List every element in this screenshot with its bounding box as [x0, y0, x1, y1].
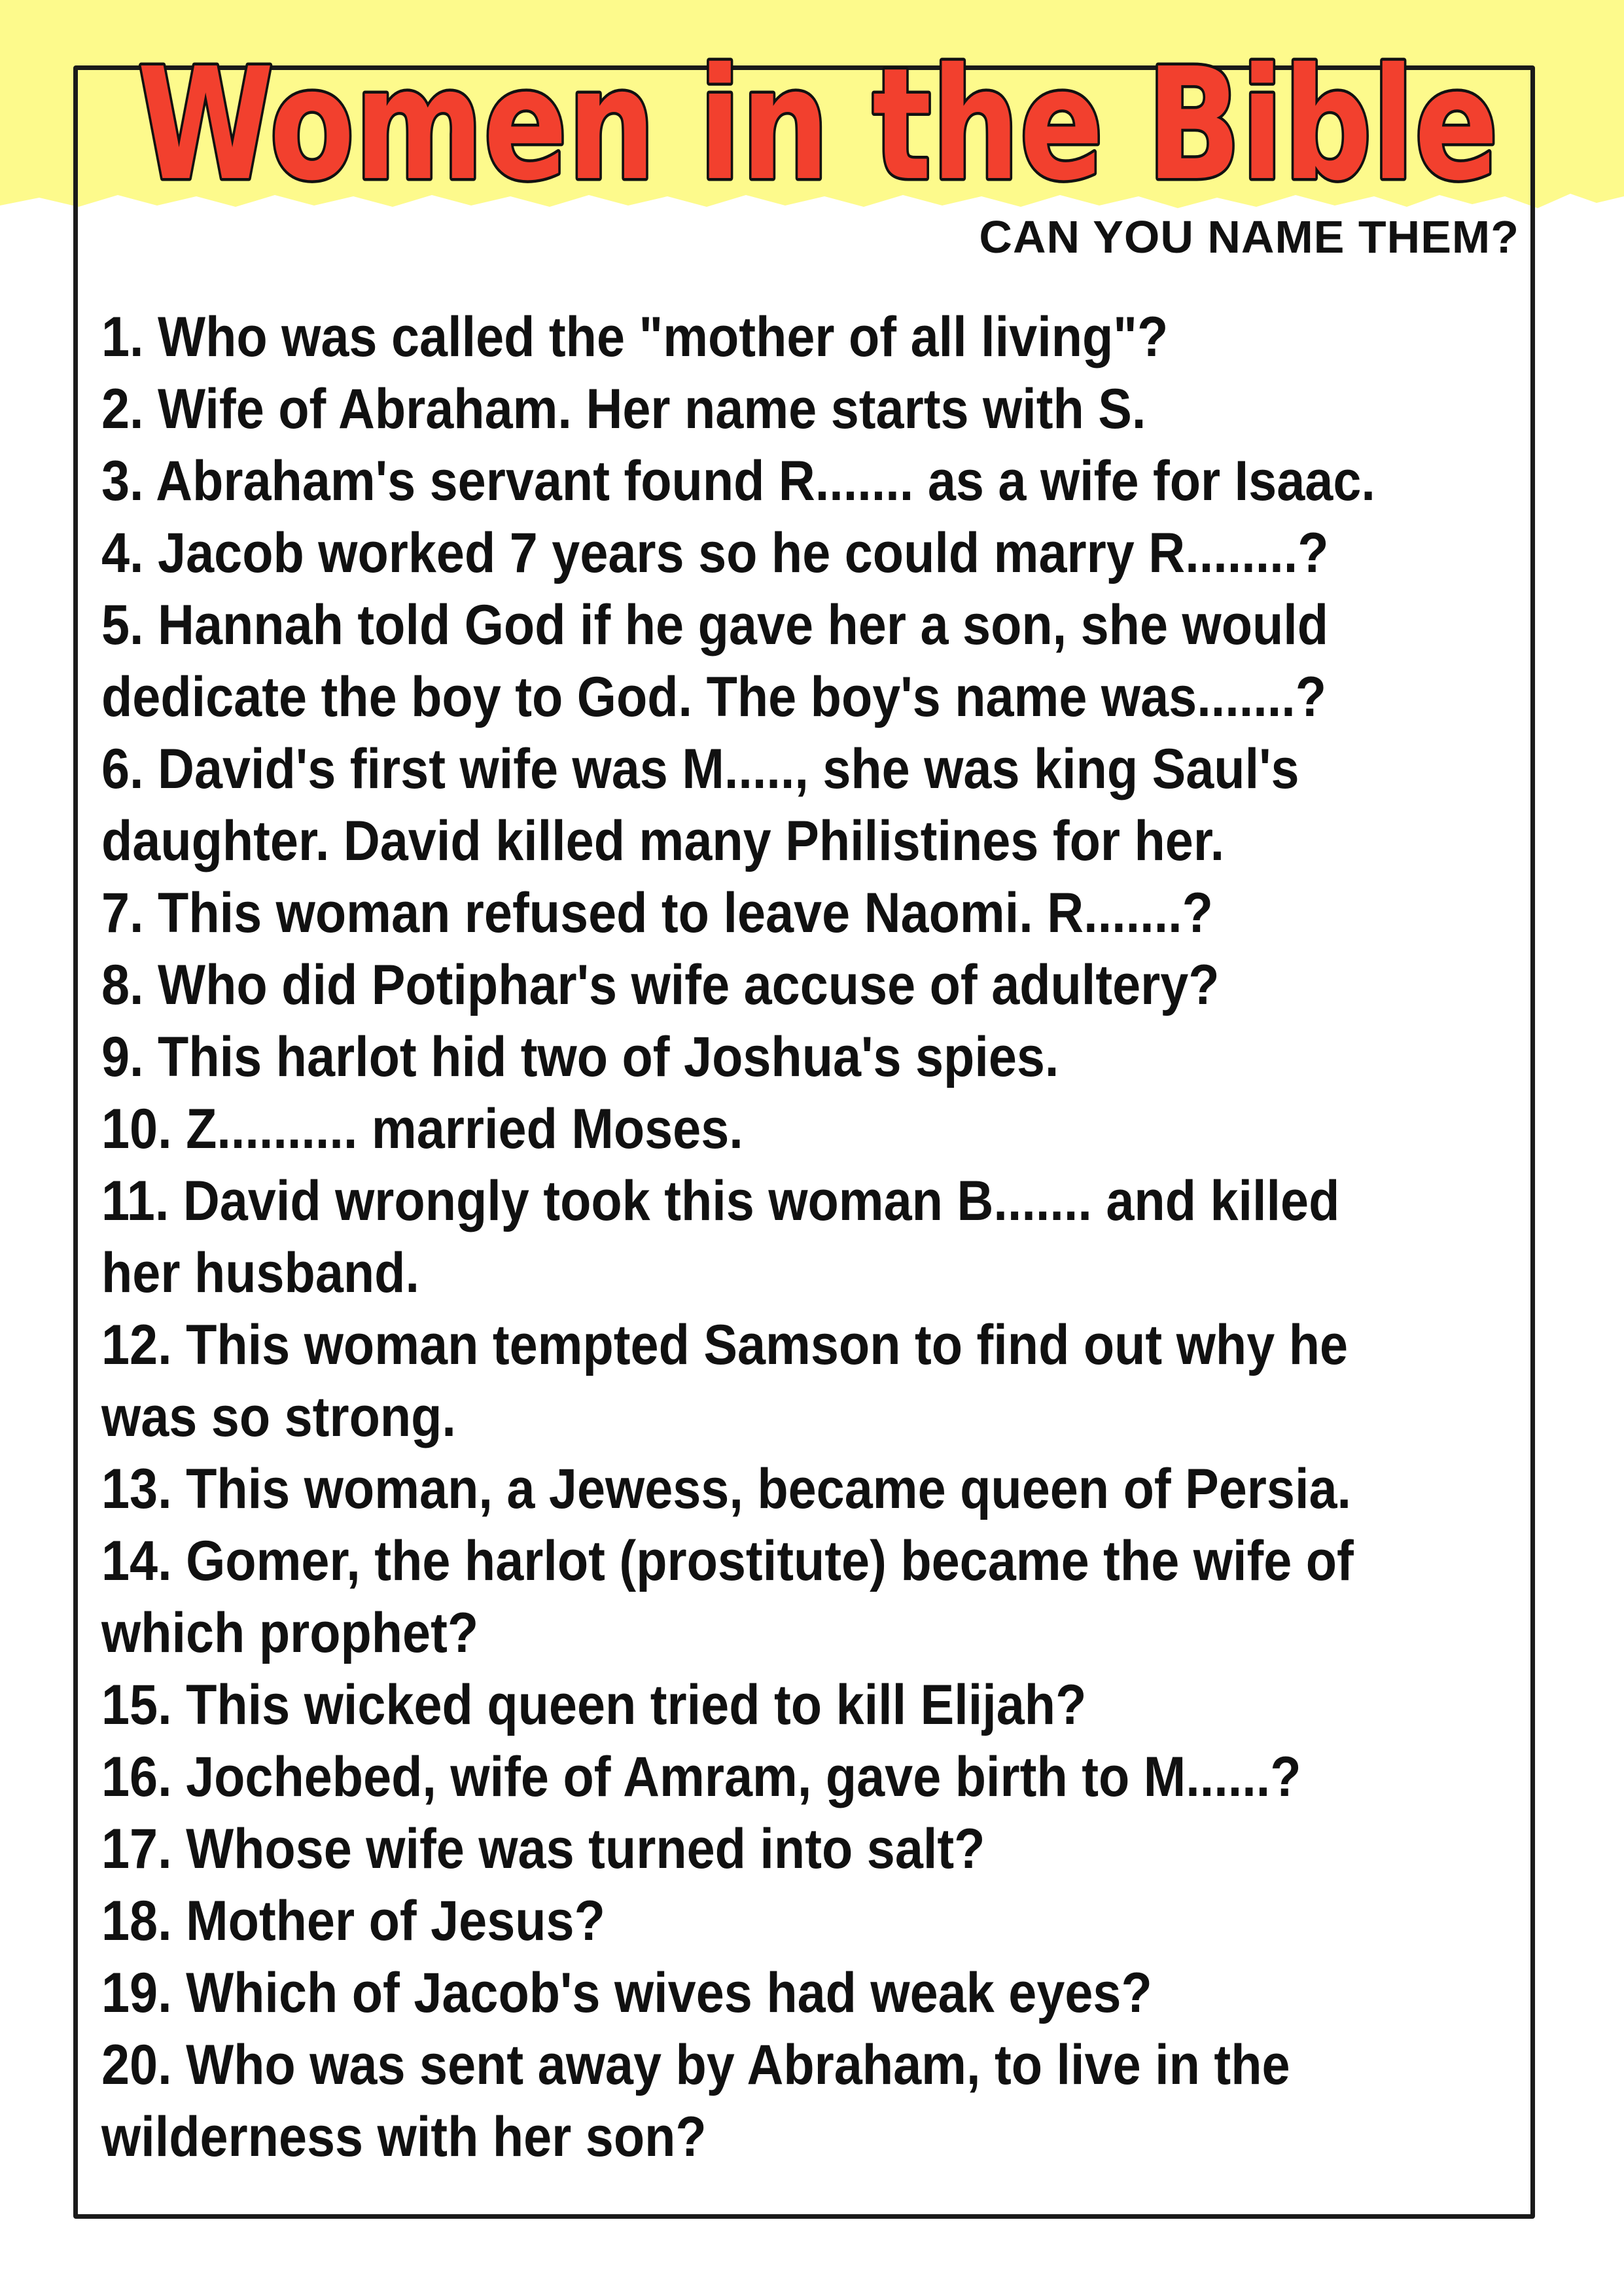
question-item: 10. Z.......... married Moses.	[101, 1098, 743, 1160]
question-item: 1. Who was called the "mother of all living"?	[101, 306, 1169, 368]
page-subtitle: CAN YOU NAME THEM?	[979, 211, 1519, 262]
question-item: 12. This woman tempted Samson to find out why he was so strong.	[101, 1314, 1349, 1448]
question-item: 5. Hannah told God if he gave her a son, she would dedicate the boy to God. The boy's name was.......?	[101, 594, 1329, 728]
question-item: 3. Abraham's servant found R....... as a wife for Isaac.	[101, 450, 1375, 512]
question-item: 13. This woman, a Jewess, became queen of Persia.	[101, 1458, 1352, 1520]
question-item: 11. David wrongly took this woman B....... and killed her husband.	[101, 1170, 1340, 1304]
title-banner	[92, 26, 1544, 223]
question-item: 19. Which of Jacob's wives had weak eyes?	[101, 1962, 1152, 2024]
question-item: 9. This harlot hid two of Joshua's spies.	[101, 1026, 1059, 1088]
page-title: Women in the Bible	[137, 35, 1498, 215]
question-item: 7. This woman refused to leave Naomi. R.......?	[101, 882, 1213, 944]
question-item: 2. Wife of Abraham. Her name starts with S.	[101, 378, 1146, 440]
question-item: 18. Mother of Jesus?	[101, 1890, 605, 1952]
question-item: 6. David's first wife was M....., she was king Saul's daughter. David killed many Philistines for her.	[101, 738, 1299, 872]
question-item: 17. Whose wife was turned into salt?	[101, 1818, 985, 1880]
title-graphic	[92, 26, 1544, 223]
question-item: 16. Jochebed, wife of Amram, gave birth to M......?	[101, 1746, 1301, 1808]
question-item: 14. Gomer, the harlot (prostitute) became the wife of which prophet?	[101, 1530, 1354, 1664]
question-list	[101, 301, 1379, 2173]
question-item: 20. Who was sent away by Abraham, to live in the wilderness with her son?	[101, 2034, 1290, 2168]
question-item: 4. Jacob worked 7 years so he could marry R........?	[101, 522, 1329, 584]
question-item: 8. Who did Potiphar's wife accuse of adultery?	[101, 954, 1220, 1016]
question-item: 15. This wicked queen tried to kill Elijah?	[101, 1674, 1087, 1736]
